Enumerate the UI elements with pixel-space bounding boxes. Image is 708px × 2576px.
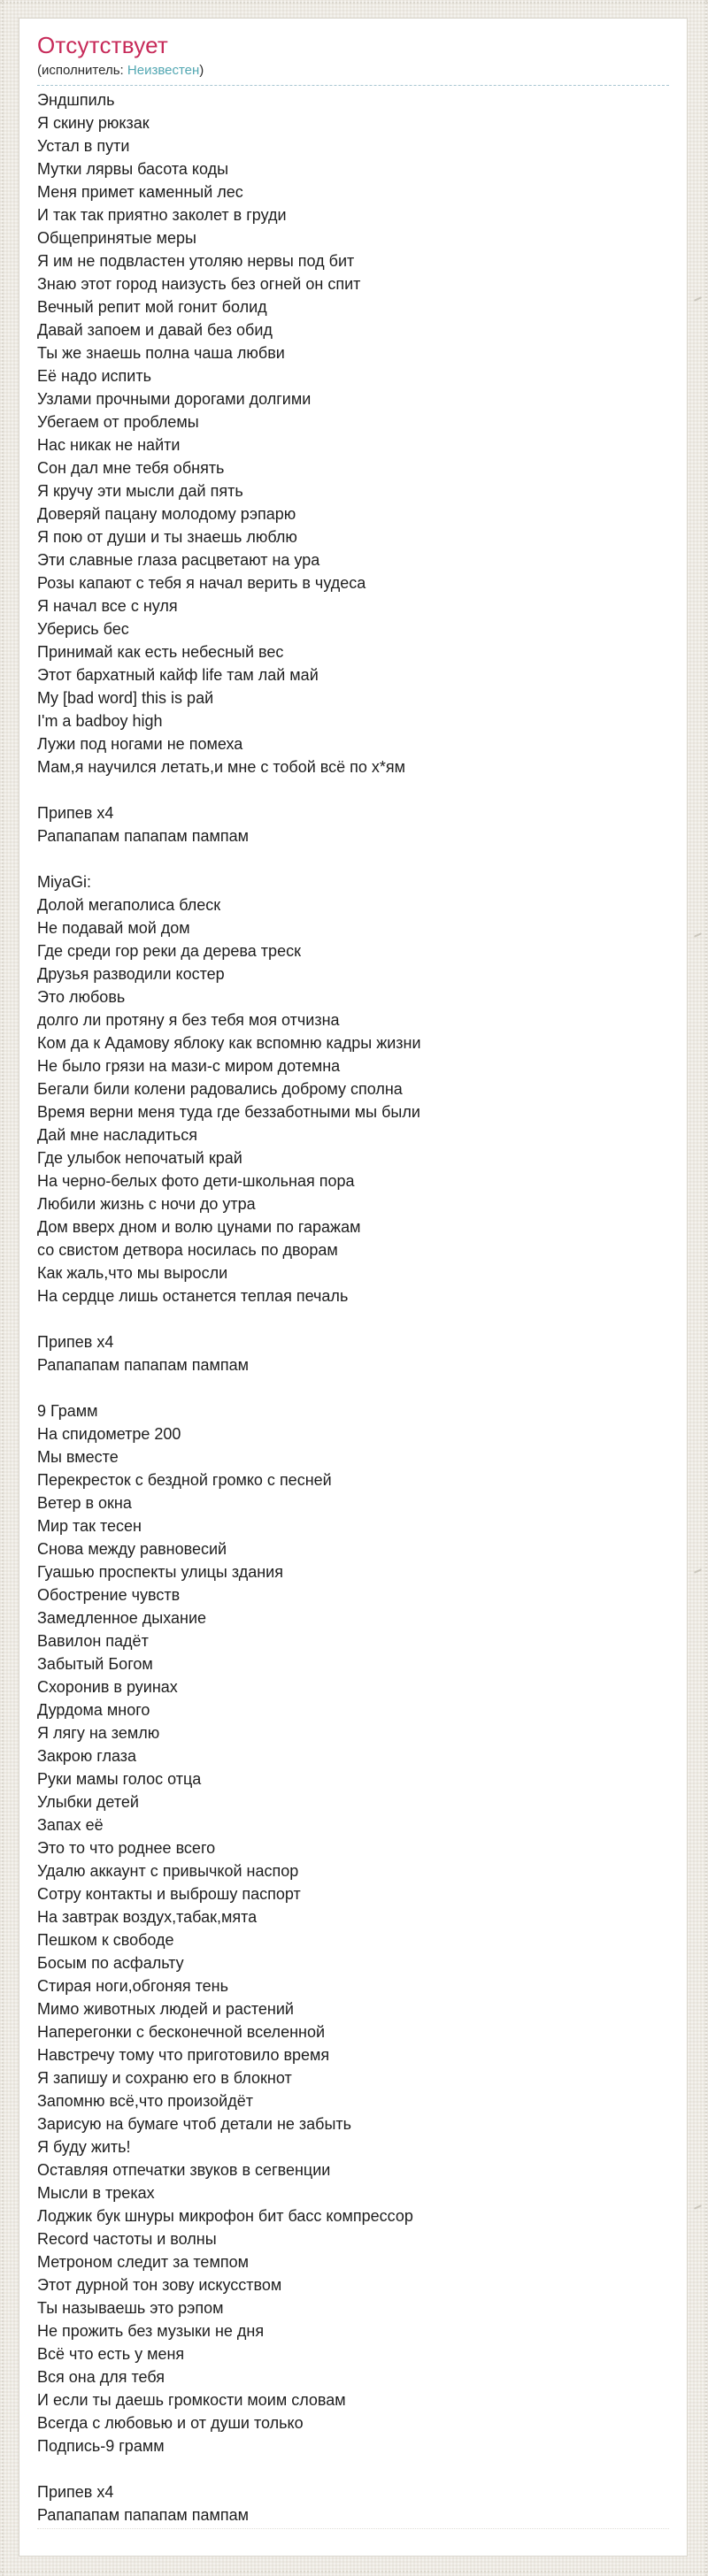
lyrics-line: долго ли протяну я без тебя моя отчизна bbox=[37, 1011, 340, 1029]
lyrics-line: Всё что есть у меня bbox=[37, 2345, 185, 2363]
lyrics-line: Мы вместе bbox=[37, 1448, 119, 1466]
lyrics-line: Припев x4 bbox=[37, 2483, 114, 2501]
lyrics-line: Друзья разводили костер bbox=[37, 965, 225, 983]
lyrics-line: Нас никак не найти bbox=[37, 436, 181, 454]
lyrics-line: Этот бархатный кайф life там лай май bbox=[37, 666, 319, 684]
lyrics-line: Не было грязи на мази-с миром дотемна bbox=[37, 1057, 341, 1075]
lyrics-line: Ты же знаешь полна чаша любви bbox=[37, 344, 285, 362]
lyrics-line: Дай мне насладиться bbox=[37, 1126, 197, 1144]
song-title: Отсутствует bbox=[37, 32, 169, 58]
footer-dotted-rule bbox=[37, 2528, 669, 2529]
lyrics-line: Я им не подвластен утоляю нервы под бит bbox=[37, 252, 355, 270]
lyrics-line: Эндшпиль bbox=[37, 91, 115, 109]
lyrics-line: Любили жизнь с ночи до утра bbox=[37, 1195, 256, 1213]
lyrics-line: Общепринятые меры bbox=[37, 229, 196, 247]
lyrics-line: Мам,я научился летать,и мне с тобой всё по х*ям bbox=[37, 758, 406, 776]
lyrics-line: Стирая ноги,обгоняя тень bbox=[37, 1977, 228, 1995]
lyrics-line: Я начал все с нуля bbox=[37, 597, 178, 615]
texture-scratch bbox=[694, 296, 702, 301]
lyrics-line: Сон дал мне тебя обнять bbox=[37, 459, 225, 477]
lyrics-block bbox=[37, 88, 669, 2526]
lyrics-line: Не прожить без музыки не дня bbox=[37, 2322, 265, 2340]
lyrics-line: Её надо испить bbox=[37, 367, 151, 385]
lyrics-line: Дурдома много bbox=[37, 1701, 150, 1719]
lyrics-line: My [bad word] this is рай bbox=[37, 689, 214, 707]
lyrics-line: Припев x4 bbox=[37, 804, 114, 822]
lyrics-line: Обострение чувств bbox=[37, 1586, 181, 1604]
lyrics-line: Оставляя отпечатки звуков в сегвенции bbox=[37, 2161, 331, 2179]
lyrics-line: Лужи под ногами не помеха bbox=[37, 735, 243, 753]
lyrics-line: Не подавай мой дом bbox=[37, 919, 190, 937]
lyrics-line: Мимо животных людей и растений bbox=[37, 2000, 294, 2018]
lyrics-line: Зарисую на бумаге чтоб детали не забыть bbox=[37, 2115, 352, 2133]
lyrics-line: И если ты даешь громкости моим словам bbox=[37, 2391, 346, 2409]
lyrics-line: I'm a badboy high bbox=[37, 712, 163, 730]
texture-scratch bbox=[694, 2204, 702, 2209]
lyrics-blank-line bbox=[37, 847, 669, 870]
lyrics-line: Руки мамы голос отца bbox=[37, 1770, 202, 1788]
lyrics-line: На спидометре 200 bbox=[37, 1425, 181, 1443]
lyrics-line: Ком да к Адамову яблоку как вспомню кадры жизни bbox=[37, 1034, 421, 1052]
lyrics-line: Я пою от души и ты знаешь люблю bbox=[37, 528, 297, 546]
lyrics-line: Запомню всё,что произойдёт bbox=[37, 2092, 253, 2110]
lyrics-line: Долой мегаполиса блеск bbox=[37, 896, 221, 914]
lyrics-line: Ты называешь это рэпом bbox=[37, 2299, 224, 2317]
frame-stitch-bottom bbox=[0, 2571, 708, 2572]
lyrics-line: Припев x4 bbox=[37, 1333, 114, 1351]
lyrics-line: Убегаем от проблемы bbox=[37, 413, 199, 431]
lyrics-line: Я кручу эти мысли дай пять bbox=[37, 482, 243, 500]
lyrics-line: Снова между равновесий bbox=[37, 1540, 227, 1558]
lyrics-line: Улыбки детей bbox=[37, 1793, 139, 1811]
lyrics-line: На сердце лишь останется теплая печаль bbox=[37, 1287, 349, 1305]
frame-stitch-right bbox=[705, 0, 707, 2576]
lyrics-line: Босым по асфальту bbox=[37, 1954, 184, 1972]
lyrics-blank-line bbox=[37, 1376, 669, 1399]
texture-scratch bbox=[694, 932, 702, 937]
lyrics-blank-line bbox=[37, 2457, 669, 2480]
frame-stitch-top bbox=[0, 2, 708, 4]
lyrics-line: Ветер в окна bbox=[37, 1494, 132, 1512]
lyrics-line: И так так приятно заколет в груди bbox=[37, 206, 287, 224]
lyrics-line: Розы капают с тебя я начал верить в чудеса bbox=[37, 574, 366, 592]
lyrics-line: Устал в пути bbox=[37, 137, 130, 155]
lyrics-line: Меня примет каменный лес bbox=[37, 183, 243, 201]
lyrics-line: Рапапапам папапам пампам bbox=[37, 1356, 249, 1374]
lyrics-line: Рапапапам папапам пампам bbox=[37, 2506, 249, 2524]
lyrics-line: со свистом детвора носилась по дворам bbox=[37, 1241, 338, 1259]
artist-label-close: ) bbox=[199, 63, 204, 78]
lyrics-line: Вся она для тебя bbox=[37, 2368, 165, 2386]
lyrics-line: Дом вверх дном и волю цунами по гаражам bbox=[37, 1218, 361, 1236]
lyrics-line: Это любовь bbox=[37, 988, 126, 1006]
lyrics-line: Знаю этот город наизусть без огней он спит bbox=[37, 275, 361, 293]
lyrics-line: Запах её bbox=[37, 1816, 104, 1834]
lyrics-line: Record частоты и волны bbox=[37, 2230, 217, 2248]
lyrics-line: Метроном следит за темпом bbox=[37, 2253, 249, 2271]
lyrics-line: Сотру контакты и выброшу паспорт bbox=[37, 1885, 301, 1903]
lyrics-line: Схоронив в руинах bbox=[37, 1678, 178, 1696]
lyrics-line: Я скину рюкзак bbox=[37, 114, 150, 132]
lyrics-line: Это то что роднее всего bbox=[37, 1839, 216, 1857]
header-dashed-separator bbox=[37, 85, 669, 86]
lyrics-line: Забытый Богом bbox=[37, 1655, 153, 1673]
lyrics-line: Закрою глаза bbox=[37, 1747, 137, 1765]
artist-name-link[interactable]: Неизвестен bbox=[127, 63, 200, 78]
lyrics-line: Мысли в треках bbox=[37, 2184, 155, 2202]
lyrics-line: Время верни меня туда где беззаботными мы были bbox=[37, 1103, 420, 1121]
lyrics-line: Замедленное дыхание bbox=[37, 1609, 207, 1627]
content-card bbox=[19, 18, 688, 2557]
lyrics-line: Давай запоем и давай без обид bbox=[37, 321, 273, 339]
lyrics-line: Принимай как есть небесный вес bbox=[37, 643, 284, 661]
lyrics-line: Подпись-9 грамм bbox=[37, 2437, 165, 2455]
lyrics-line: На черно-белых фото дети-школьная пора bbox=[37, 1172, 355, 1190]
lyrics-line: Вечный репит мой гонит болид bbox=[37, 298, 267, 316]
lyrics-line: MiyaGi: bbox=[37, 873, 92, 891]
lyrics-line: Вавилон падёт bbox=[37, 1632, 149, 1650]
lyrics-line: Удалю аккаунт с привычкой наспор bbox=[37, 1862, 299, 1880]
lyrics-line: Как жаль,что мы выросли bbox=[37, 1264, 228, 1282]
lyrics-line: Бегали били колени радовались доброму сполна bbox=[37, 1080, 403, 1098]
lyrics-line: На завтрак воздух,табак,мята bbox=[37, 1908, 258, 1926]
lyrics-blank-line bbox=[37, 1307, 669, 1330]
artist-line bbox=[37, 61, 669, 80]
lyrics-line: Я запишу и сохраню его в блокнот bbox=[37, 2069, 292, 2087]
lyrics-line: Мутки лярвы басота коды bbox=[37, 160, 229, 178]
lyrics-line: Всегда с любовью и от души только bbox=[37, 2414, 304, 2432]
lyrics-line: Уберись бес bbox=[37, 620, 129, 638]
lyrics-line: Я буду жить! bbox=[37, 2138, 131, 2156]
lyrics-line: Навстречу тому что приготовило время bbox=[37, 2046, 330, 2064]
lyrics-line: 9 Грамм bbox=[37, 1402, 98, 1420]
lyrics-line: Узлами прочными дорогами долгими bbox=[37, 390, 312, 408]
lyrics-line: Лоджик бук шнуры микрофон бит басс компрессор bbox=[37, 2207, 413, 2225]
lyrics-line: Рапапапам папапам пампам bbox=[37, 827, 249, 845]
lyrics-line: Эти славные глаза расцветают на ура bbox=[37, 551, 320, 569]
lyrics-line: Где улыбок непочатый край bbox=[37, 1149, 242, 1167]
lyrics-line: Доверяй пацану молодому рэпарю bbox=[37, 505, 296, 523]
frame-stitch-left bbox=[2, 0, 4, 2576]
lyrics-line: Наперегонки с бесконечной вселенной bbox=[37, 2023, 326, 2041]
lyrics-line: Мир так тесен bbox=[37, 1517, 142, 1535]
artist-label-open: (исполнитель: bbox=[37, 63, 124, 78]
texture-scratch bbox=[694, 1568, 702, 1573]
lyrics-blank-line bbox=[37, 778, 669, 801]
lyrics-line: Перекресток с бездной громко с песней bbox=[37, 1471, 332, 1489]
lyrics-line: Я лягу на землю bbox=[37, 1724, 160, 1742]
lyrics-line: Где среди гор реки да дерева треск bbox=[37, 942, 301, 960]
lyrics-line: Гуашью проспекты улицы здания bbox=[37, 1563, 283, 1581]
lyrics-line: Этот дурной тон зову искусством bbox=[37, 2276, 282, 2294]
lyrics-line: Пешком к свободе bbox=[37, 1931, 174, 1949]
